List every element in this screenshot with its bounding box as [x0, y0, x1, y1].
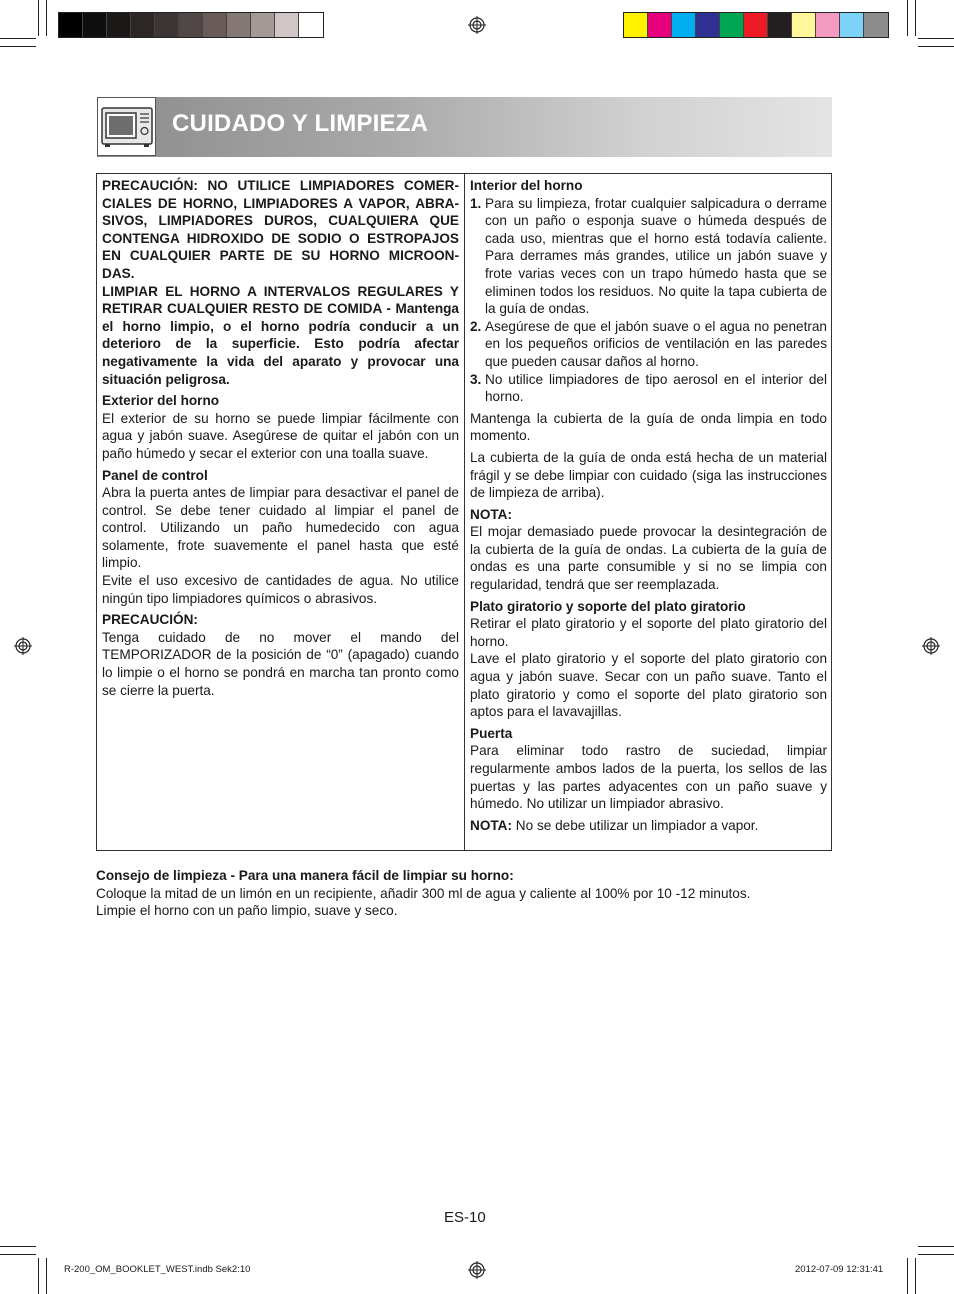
list-item [470, 318, 827, 371]
crop-mark [907, 0, 908, 36]
microwave-icon [98, 98, 155, 155]
color-swatch [648, 13, 672, 37]
color-swatch [816, 13, 840, 37]
list-number: 3. [470, 371, 482, 387]
color-swatch [107, 13, 131, 37]
crop-mark [46, 1258, 47, 1294]
color-swatch [792, 13, 816, 37]
crop-mark [46, 0, 47, 36]
caution-text: Tenga cuidado de no mover el mando del TEMPORIZADOR de la posición de “0” (apagado) cuando lo limpie o el horno se pondrá en marcha tan pronto como se cierre la puerta. [102, 629, 459, 698]
color-swatch [624, 13, 648, 37]
note-2-text: No se debe utilizar un limpiador a vapor. [512, 817, 759, 833]
color-swatch [131, 13, 155, 37]
list-number: 2. [470, 318, 482, 334]
cleaning-tip-line-1: Coloque la mitad de un limón en un recipiente, añadir 300 ml de agua y caliente al 100% por 10 -12 minutos. [96, 885, 751, 901]
exterior-text: El exterior de su horno se puede limpiar fácilmente con agua y jabón suave. Asegúrese de quitar el jabón con un paño húmedo y secar el exterior con una toalla suave. [102, 410, 459, 461]
color-swatch [696, 13, 720, 37]
waveguide-text-1: Mantenga la cubierta de la guía de onda limpia en todo momento. [470, 410, 827, 444]
column-divider [464, 174, 465, 850]
cleaning-tip-heading: Consejo de limpieza - Para una manera fácil de limpiar su horno: [96, 868, 514, 883]
crop-mark [38, 1258, 39, 1294]
footer-file-info: R-200_OM_BOOKLET_WEST.indb Sek2:10 [64, 1264, 251, 1275]
color-swatch [672, 13, 696, 37]
crop-mark [918, 1254, 954, 1255]
note-text: El mojar demasiado puede provocar la desintegración de la cubierta de la guía de ondas. La cubierta de la guía de ondas es una parte consumible y si no se limpia con regularidad, tendrá que ser reemplazada. [470, 524, 827, 593]
process-color-bar [623, 12, 889, 38]
color-swatch [275, 13, 299, 37]
note-2-label: NOTA: [470, 817, 513, 833]
note-heading: NOTA: [470, 506, 513, 522]
right-column [470, 177, 827, 834]
turntable-heading: Plato giratorio y soporte del plato giratorio [470, 598, 746, 614]
caution-heading: PRECAUCIÓN: [102, 612, 198, 628]
header-icon-box [97, 97, 156, 156]
control-panel-text-2: Evite el uso excesivo de cantidades de agua. No utilice ningún tipo limpiadores químicos o abrasivos. [102, 573, 459, 606]
cleaning-tip [96, 867, 836, 920]
registration-mark-icon [468, 1261, 486, 1279]
list-number: 1. [470, 195, 482, 211]
color-swatch [744, 13, 768, 37]
crop-mark [918, 38, 954, 39]
color-swatch [720, 13, 744, 37]
color-swatch [227, 13, 251, 37]
color-swatch [59, 13, 83, 37]
color-swatch [251, 13, 275, 37]
waveguide-text-2: La cubierta de la guía de onda está hecha de un material frágil y se debe limpiar con cuidado (siga las instrucciones de limpieza de arriba). [470, 449, 827, 501]
clean-regularly-rest: Mantenga el horno limpio, o el horno podría conducir a un deterioro de la superficie. Esto podría afectar negativamente la vida del aparato y provocar una situación peligrosa. [102, 301, 459, 387]
crop-mark [38, 0, 39, 36]
list-text: Para su limpieza, frotar cualquier salpicadura o derrame con un paño o esponja suave o húmeda después de cada uso, mientras que el horno está todavía caliente. Para derrames más grandes, utilice un jabón suave y frote varias veces con un trapo húmedo hasta que se eliminen todos los residuos. No quite la tapa cubierta de la guía de ondas. [485, 195, 827, 317]
section-header [97, 97, 832, 157]
crop-mark [907, 1258, 908, 1294]
crop-mark [0, 1254, 36, 1255]
clean-regularly-text [102, 283, 459, 389]
list-item [470, 371, 827, 406]
turntable-text-2: Lave el plato giratorio y el soporte del plato giratorio con agua y jabón suave. Secar con un paño suave. Tanto el plato giratorio y como el soporte del plato giratorio son aptos para el lavavajillas. [470, 651, 827, 720]
door-heading: Puerta [470, 725, 513, 741]
crop-mark [0, 1246, 36, 1247]
crop-mark [918, 46, 954, 47]
crop-mark [0, 38, 36, 39]
registration-mark-icon [922, 637, 940, 655]
crop-mark [915, 1258, 916, 1294]
control-panel-heading: Panel de control [102, 467, 208, 483]
control-panel-text: Abra la puerta antes de limpiar para desactivar el panel de control. Se debe tener cuidado al limpiar el panel de control. Utilizando un paño humedecido con agua solamente, frote suavemente el panel hasta que esté limpio. [102, 485, 459, 571]
page-title: CUIDADO Y LIMPIEZA [172, 110, 429, 137]
content-table [96, 173, 832, 851]
page-number: ES-10 [444, 1209, 486, 1226]
crop-mark [0, 46, 36, 47]
registration-mark-icon [468, 16, 486, 34]
crop-mark [915, 0, 916, 36]
list-item [470, 195, 827, 318]
cleaning-tip-line-2: Limpie el horno con un paño limpio, suave y seco. [96, 903, 398, 919]
exterior-heading: Exterior del horno [102, 393, 220, 409]
color-swatch [864, 13, 888, 37]
turntable-text-1: Retirar el plato giratorio y el soporte del plato giratorio del horno. [470, 616, 827, 649]
list-text: No utilice limpiadores de tipo aerosol en el interior del horno. [485, 371, 827, 405]
note-2 [470, 817, 827, 835]
crop-mark [918, 1246, 954, 1247]
interior-heading: Interior del horno [470, 178, 583, 193]
color-swatch [840, 13, 864, 37]
registration-mark-icon [14, 637, 32, 655]
list-text: Asegúrese de que el jabón suave o el agua no penetran en los pequeños orificios de ventilación en las paredes que pueden causar daños al horno. [485, 318, 827, 369]
warning-text: PRECAUCIÓN: NO UTILICE LIMPIADORES COMER-CIALES DE HORNO, LIMPIADORES A VAPOR, ABRA-SIVOS, LIMPIADORES DUROS, CUALQUIERA QUE CONTENGA HIDROXIDO DE SODIO O ESTROPAJOS EN CUALQUIER PARTE DE SU HORNO MICROON-DAS. [102, 178, 459, 281]
color-swatch [768, 13, 792, 37]
color-swatch [83, 13, 107, 37]
color-swatch [203, 13, 227, 37]
footer-timestamp: 2012-07-09 12:31:41 [795, 1264, 884, 1275]
color-swatch [179, 13, 203, 37]
color-swatch [155, 13, 179, 37]
clean-regularly-caps: LIMPIAR EL HORNO A INTERVALOS REGULARES Y RETIRAR CUALQUIER RESTO DE COMIDA - [102, 283, 459, 317]
left-column [102, 177, 459, 699]
color-swatch [299, 13, 323, 37]
door-text: Para eliminar todo rastro de suciedad, limpiar regularmente ambos lados de la puerta, los sellos de las puertas y las partes adyacentes con un paño suave y húmedo. No utilizar un limpiador abrasivo. [470, 743, 827, 812]
gray-color-bar [58, 12, 324, 38]
